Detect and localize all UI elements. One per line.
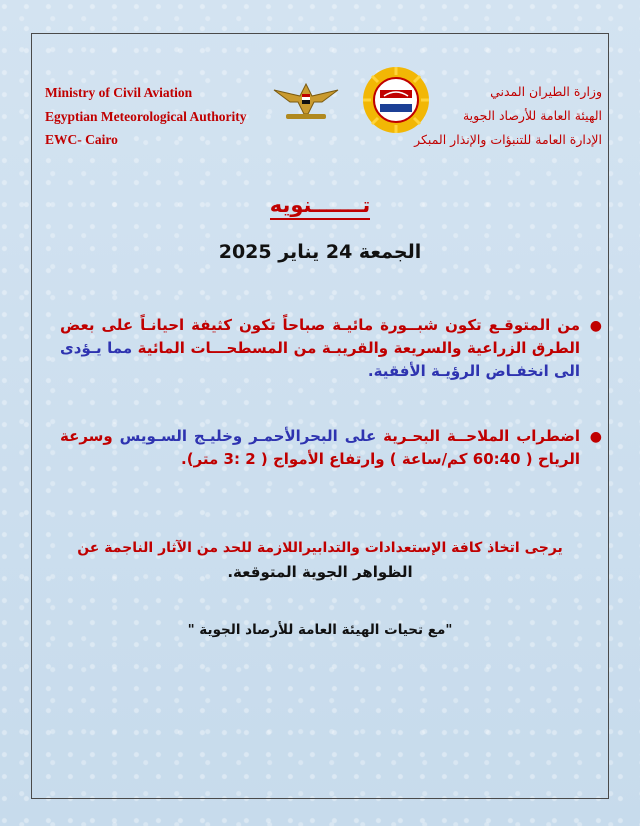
bullet-fog (60, 314, 602, 383)
authority-name-ar: الهيئة العامة للأرصاد الجوية (462, 108, 602, 123)
ministry-name-en: Ministry of Civil Aviation (45, 85, 193, 100)
fog-visibility-text: مما يـؤدى الى انخفـاض الرؤيـة الأفقية. (60, 339, 580, 380)
fog-text: من المتوقـع تكون شبــورة مائيـة صباحاً تكون كثيفة احيانـاً على بعض الطرق الزراعية والسريعة والقريبـة من المسطحـــات المائية (60, 316, 580, 357)
advisory-note (60, 536, 580, 584)
marine-text: اضطراب الملاحــة البحـرية (383, 427, 580, 445)
bullet-marine (60, 425, 602, 471)
marine-seas-text: على البحرالأحمـر وخليـج السـويس (119, 427, 377, 445)
header-arabic (414, 80, 602, 152)
bullet-dot-icon: ● (589, 429, 602, 445)
advisory-line-1: يرجى اتخاذ كافة الإستعدادات والتدابيراللازمة للحد من الآثار الناجمة عن (77, 540, 563, 556)
wind-waves-text: وسرعة الرياح ( 60:40 كم/ساعة ) وارتفاع الأمواج ( 2 :3 متر). (60, 427, 580, 468)
notice-title: تـــــــنويه (0, 193, 640, 217)
bullet-dot-icon: ● (589, 318, 602, 334)
notice-date: الجمعة 24 يناير 2025 (218, 241, 422, 263)
signature: "مع تحيات الهيئة العامة للأرصاد الجوية " (187, 622, 453, 638)
center-name-en: EWC- Cairo (45, 132, 118, 147)
authority-name-en: Egyptian Meteorological Authority (45, 108, 247, 124)
ministry-name-ar: وزارة الطيران المدني (490, 84, 602, 99)
eagle-emblem-icon (272, 76, 340, 122)
advisory-line-2: الظواهر الجوية المتوقعة. (227, 563, 413, 581)
header-english (45, 81, 247, 152)
department-name-ar: الإدارة العامة للتنبؤات والإنذار المبكر (414, 132, 602, 147)
